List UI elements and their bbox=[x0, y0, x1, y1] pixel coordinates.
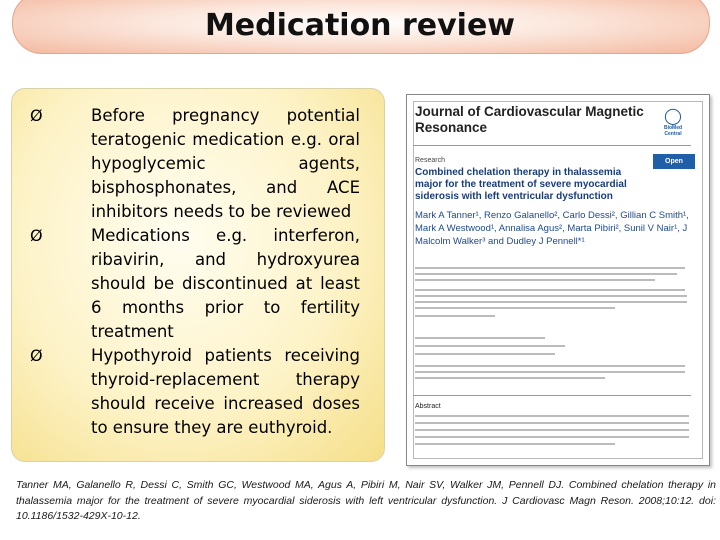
journal-article-image bbox=[406, 94, 710, 466]
arrow-bullet-icon: Ø bbox=[30, 346, 43, 365]
arrow-bullet-icon: Ø bbox=[30, 226, 43, 245]
header-rule bbox=[413, 145, 691, 146]
open-access-badge: Open Access bbox=[653, 154, 695, 169]
date-line bbox=[415, 345, 565, 347]
abstract-line bbox=[415, 429, 689, 431]
bullet-item bbox=[30, 224, 360, 344]
date-line bbox=[415, 337, 545, 339]
date-line bbox=[415, 353, 555, 355]
article-authors: Mark A Tanner¹, Renzo Galanello², Carlo Dessi², Gillian C Smith¹, Mark A Westwood¹, Annalisa Agus², Marta Pibiri², Sunil V Nair¹, J Malcolm Walker³ and Dudley J Pennell*¹ bbox=[415, 210, 689, 247]
publisher-logo-text: BioMed Central bbox=[663, 125, 683, 137]
email-line bbox=[415, 301, 687, 303]
license-line bbox=[415, 371, 685, 373]
publisher-logo-icon: ◯ bbox=[664, 108, 682, 125]
email-line bbox=[415, 289, 685, 291]
slide-title: Medication review bbox=[204, 8, 516, 43]
abstract-rule bbox=[413, 395, 691, 396]
abstract-heading: Abstract bbox=[415, 403, 441, 410]
abstract-line bbox=[415, 436, 689, 438]
abstract-line bbox=[415, 422, 689, 424]
arrow-bullet-icon: Ø bbox=[30, 106, 43, 125]
publisher-logo bbox=[655, 109, 691, 137]
license-line bbox=[415, 377, 605, 379]
email-line bbox=[415, 307, 615, 309]
article-title: Combined chelation therapy in thalassemia major for the treatment of severe myocardial siderosis with left ventricular dysfunction bbox=[415, 167, 627, 202]
email-line bbox=[415, 295, 687, 297]
bullet-list bbox=[30, 104, 360, 440]
reference-citation: Tanner MA, Galanello R, Dessi C, Smith GC, Westwood MA, Agus A, Pibiri M, Nair SV, Walker JM, Pennell DJ. Combined chelation therapy in thalassemia major for the treatment of severe myocardial siderosis with left ventricular dysfunction. J Cardiovasc Magn Reson. 2008;10:12. doi: 10.1186/1532-429X-10-12. bbox=[16, 479, 716, 522]
bullet-text: Before pregnancy potential teratogenic medication e.g. oral hypoglycemic agents, bisphosphonates, and ACE inhibitors needs to be reviewed bbox=[91, 106, 360, 221]
affiliation-line bbox=[415, 267, 685, 269]
article-section: Research bbox=[415, 157, 445, 164]
license-line bbox=[415, 365, 685, 367]
journal-title: Journal of Cardiovascular Magnetic Resonance bbox=[415, 104, 644, 135]
corresponding-line bbox=[415, 315, 495, 317]
affiliation-line bbox=[415, 273, 677, 275]
affiliation-line bbox=[415, 279, 655, 281]
bullet-item bbox=[30, 344, 360, 440]
abstract-line bbox=[415, 415, 689, 417]
abstract-line bbox=[415, 443, 615, 445]
bullet-text: Hypothyroid patients receiving thyroid-replacement therapy should receive increased doses to ensure they are euthyroid. bbox=[91, 346, 360, 437]
bullet-item bbox=[30, 104, 360, 224]
bullet-text: Medications e.g. interferon, ribavirin, and hydroxyurea should be discontinued at least 6 months prior to fertility treatment bbox=[91, 226, 360, 341]
